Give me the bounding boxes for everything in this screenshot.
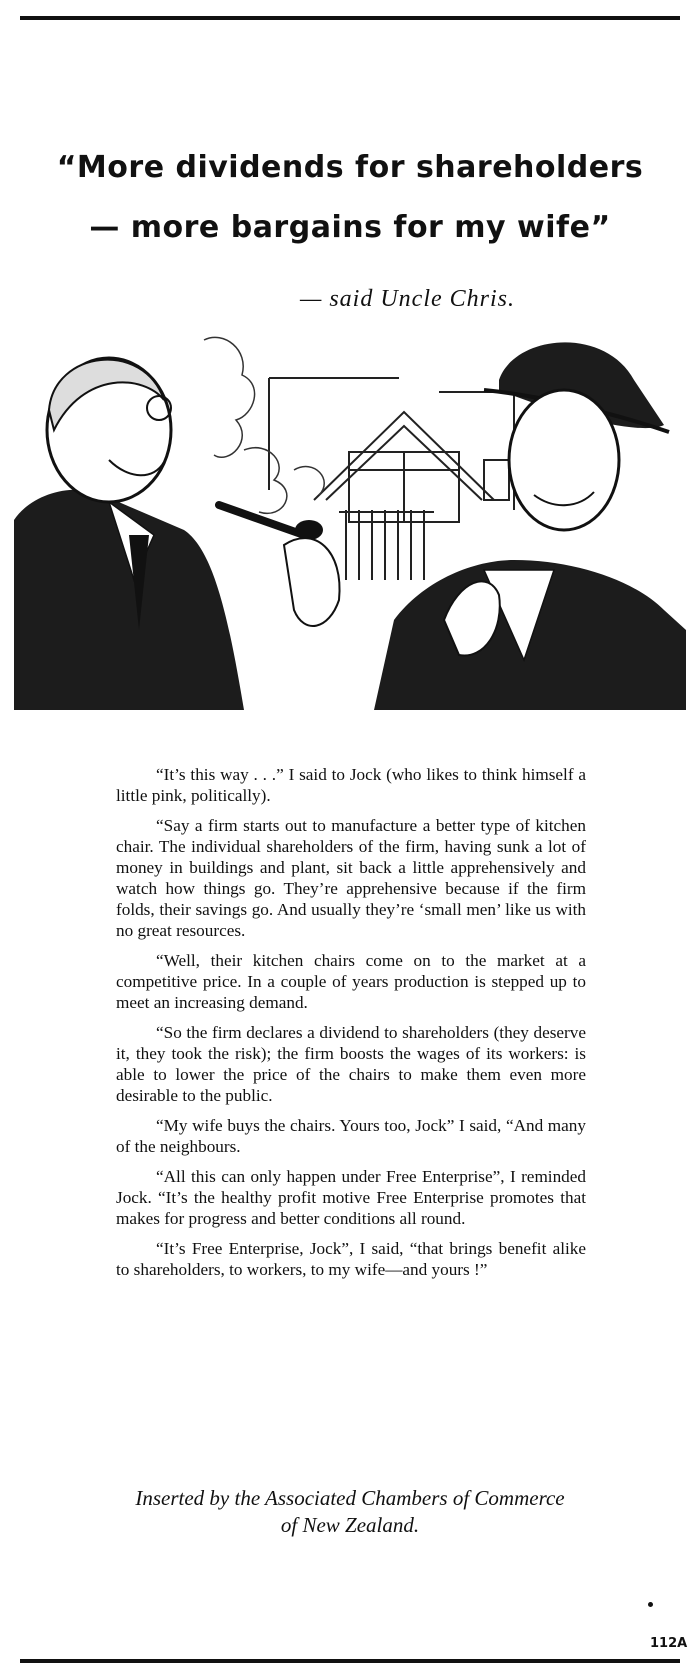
- body-paragraph-4: “So the firm declares a dividend to shareholders (they deserve it, they took the risk); the firm boosts the wages of its workers: is able to lower the price of the chairs to make them even more desirable to the public.: [116, 1023, 586, 1105]
- headline-line-1: “More dividends for shareholders: [56, 150, 644, 185]
- top-rule: [20, 16, 680, 20]
- body-paragraph-6: “All this can only happen under Free Enterprise”, I reminded Jock. “It’s the healthy profit motive Free Enterprise promotes that makes for progress and better conditions all round.: [116, 1167, 586, 1228]
- body-paragraph-1: “It’s this way . . .” I said to Jock (who likes to think himself a little pink, politically).: [116, 765, 586, 805]
- headline-line-2: — more bargains for my wife”: [89, 210, 611, 245]
- body-paragraph-7: “It’s Free Enterprise, Jock”, I said, “that brings benefit alike to shareholders, to workers, to my wife—and yours !”: [116, 1239, 586, 1279]
- house-drawing: [269, 378, 514, 522]
- bottom-rule: [20, 1659, 680, 1663]
- print-dot: [648, 1602, 653, 1607]
- fence-drawing: [339, 510, 434, 580]
- jock-figure: [374, 342, 686, 710]
- sponsor-credit-line-2: of New Zealand.: [280, 1513, 420, 1537]
- ad-code: 112A: [650, 1636, 688, 1651]
- body-copy: [116, 764, 586, 1289]
- attribution: — said Uncle Chris.: [300, 286, 516, 312]
- uncle-chris-figure: [14, 358, 340, 710]
- body-paragraph-5: “My wife buys the chairs. Yours too, Jock” I said, “And many of the neighbours.: [116, 1116, 586, 1156]
- body-paragraph-2: “Say a firm starts out to manufacture a better type of kitchen chair. The individual shareholders of the firm, having sunk a lot of money in buildings and plant, sit back a little apprehensively and watch how things go. They’re apprehensive because if the firm folds, their savings go. And usually they’re ‘small men’ like us with no great resources.: [116, 816, 586, 940]
- uncle-chris-and-jock-illustration: [14, 330, 686, 710]
- headline: [0, 138, 700, 258]
- sponsor-credit-line-1: Inserted by the Associated Chambers of Commerce: [135, 1486, 565, 1510]
- body-paragraph-3: “Well, their kitchen chairs come on to the market at a competitive price. In a couple of years production is stepped up to meet an increasing demand.: [116, 951, 586, 1012]
- tree-drawing: [204, 337, 324, 513]
- sponsor-credit: [0, 1485, 700, 1539]
